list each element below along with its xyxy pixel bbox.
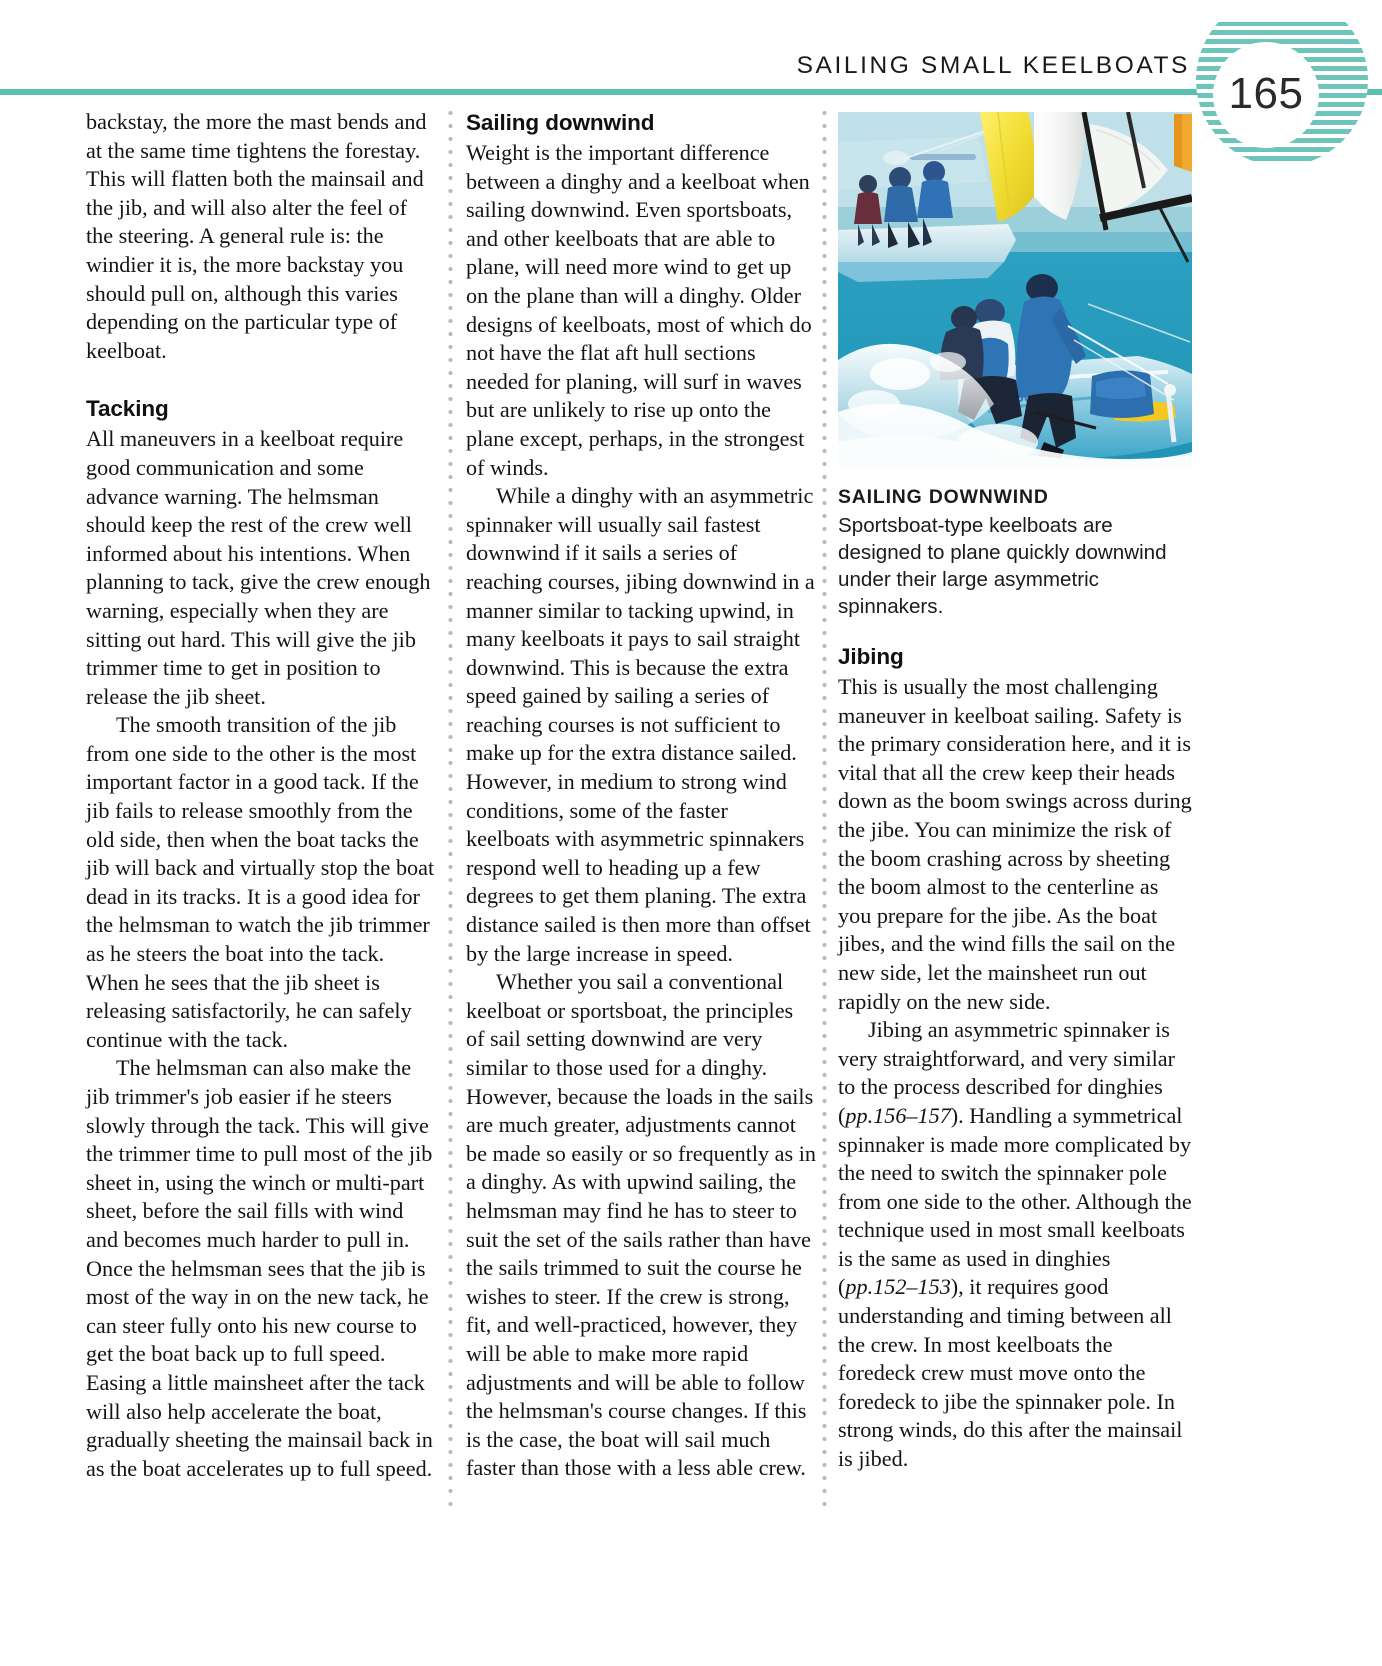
left-column (86, 108, 436, 1483)
paragraph-with-refs (838, 1016, 1192, 1474)
page-reference-1: pp.156–157 (845, 1102, 951, 1128)
sailing-downwind-photo (838, 112, 1192, 467)
page-reference-2: pp.152–153 (845, 1274, 951, 1300)
paragraph: Weight is the important difference between a dinghy and a keelboat when sailing downwind. Even sportsboats, and other keelboats that are able to plane, will need more wind to get up on the plane than will a dinghy. Older designs of keelboats, most of which do not have the flat aft hull sections needed for planing, will surf in waves but are unlikely to rise up onto the plane except, perhaps, in the strongest of winds. (466, 140, 812, 480)
paragraph: While a dinghy with an asymmetric spinnaker will usually sail fastest downwind if it sails a series of reaching courses, jibing downwind in a manner similar to tacking upwind, in many keelboats it pays to sail straight downwind. This is because the extra speed gained by sailing a series of reaching courses is not sufficient to make up for the extra distance sailed. However, in medium to strong wind conditions, some of the faster keelboats with asymmetric spinnakers respond well to heading up a few degrees to get them planing. The extra distance sailed is then more than offset by the large increase in speed. (466, 483, 815, 966)
page-number: 165 (1228, 69, 1304, 118)
spacer (86, 365, 436, 394)
paragraph-continued: backstay, the more the mast bends and at the same time tightens the forestay. This will flatten both the mainsail and the jib, and will also alter the feel of the steering. A general rule is: the windier it is, the more backstay you should pull on, although this varies depending on the particular type of keelboat. (86, 109, 427, 363)
running-head: SAILING SMALL KEELBOATS (796, 52, 1190, 79)
paragraph: This is usually the most challenging maneuver in keelboat sailing. Safety is the primary consideration here, and it is vital that all the crew keep their heads down as the boom swings across during the jibe. You can minimize the risk of the boom crashing across by sheeting the boom almost to the centerline as you prepare for the jibe. As the boat jibes, and the wind fills the sail on the new side, let the mainsheet run out rapidly on the new side. (838, 674, 1192, 1014)
right-column (838, 642, 1192, 1474)
middle-column (466, 108, 816, 1483)
paragraph: The smooth transition of the jib from one side to the other is the most important factor in a good tack. If the jib fails to release smoothly from the old side, then when the boat tacks the jib will back and virtually stop the boat dead in its tracks. It is a good idea for the helmsman to watch the jib trimmer as he steers the boat into the tack. When he sees that the jib sheet is releasing satisfactorily, he can safely continue with the tack. (86, 712, 435, 1052)
figure-caption (838, 484, 1190, 620)
heading-tacking: Tacking (86, 396, 169, 422)
caption-body: Sportsboat-type keelboats are designed to plane quickly downwind under their large asymmetric spinnakers. (838, 514, 1167, 618)
paragraph: Whether you sail a conventional keelboat or sportsboat, the principles of sail setting downwind are very similar to those used for a dinghy. However, because the loads in the sails are much greater, adjustments cannot be made so easily or so frequently as in a dinghy. As with upwind sailing, the helmsman may find he has to steer to suit the set of the sails rather than have the sails trimmed to suit the course he wishes to steer. If the crew is strong, fit, and well-practiced, however, they will be able to make more rapid adjustments and will be able to follow the helmsman's course changes. If this is the case, the boat will sail much faster than those with a less able crew. (466, 969, 816, 1481)
paragraph-text-c: ), it requires good understanding and timing between all the crew. In most keelboats the foredeck crew must move onto the foredeck to jibe the spinnaker pole. In strong winds, do this after the mainsail is jibed. (838, 1274, 1183, 1472)
paragraph-text-b: ). Handling a symmetrical spinnaker is made more complicated by the need to switch the spinnaker pole from one side to the other. Although the technique used in most small keelboats is the same as used in dinghies ( (838, 1102, 1192, 1300)
paragraph: The helmsman can also make the jib trimmer's job easier if he steers slowly through the tack. This will give the trimmer time to pull most of the jib sheet in, using the winch or multi-part sheet, before the sail fills with wind and becomes much harder to pull in. Once the helmsman sees that the jib is most of the way in on the new tack, he can steer fully onto his new course to get the boat back up to full speed. Easing a little mainsheet after the tack will also help accelerate the boat, gradually sheeting the mainsail back in as the boat accelerates up to full speed. (86, 1055, 433, 1481)
header-rule (0, 89, 1382, 95)
heading-jibing: Jibing (838, 644, 904, 669)
caption-title: SAILING DOWNWIND (838, 486, 1049, 508)
page-number-circle (1213, 42, 1319, 148)
page-number-badge (1196, 22, 1368, 162)
paragraph-text-a: Jibing an asymmetric spinnaker is very straightforward, and very similar to the process described for dinghies ( (838, 1017, 1176, 1128)
heading-sailing-downwind: Sailing downwind (466, 110, 655, 135)
paragraph: All maneuvers in a keelboat require good communication and some advance warning. The helmsman should keep the rest of the crew well informed about his intentions. When planning to tack, give the crew enough warning, especially when they are sitting out hard. This will give the jib trimmer time to get in position to release the jib sheet. (86, 426, 431, 709)
column-divider-2 (822, 110, 827, 1510)
page-header (0, 0, 1382, 118)
column-divider-1 (448, 110, 453, 1510)
